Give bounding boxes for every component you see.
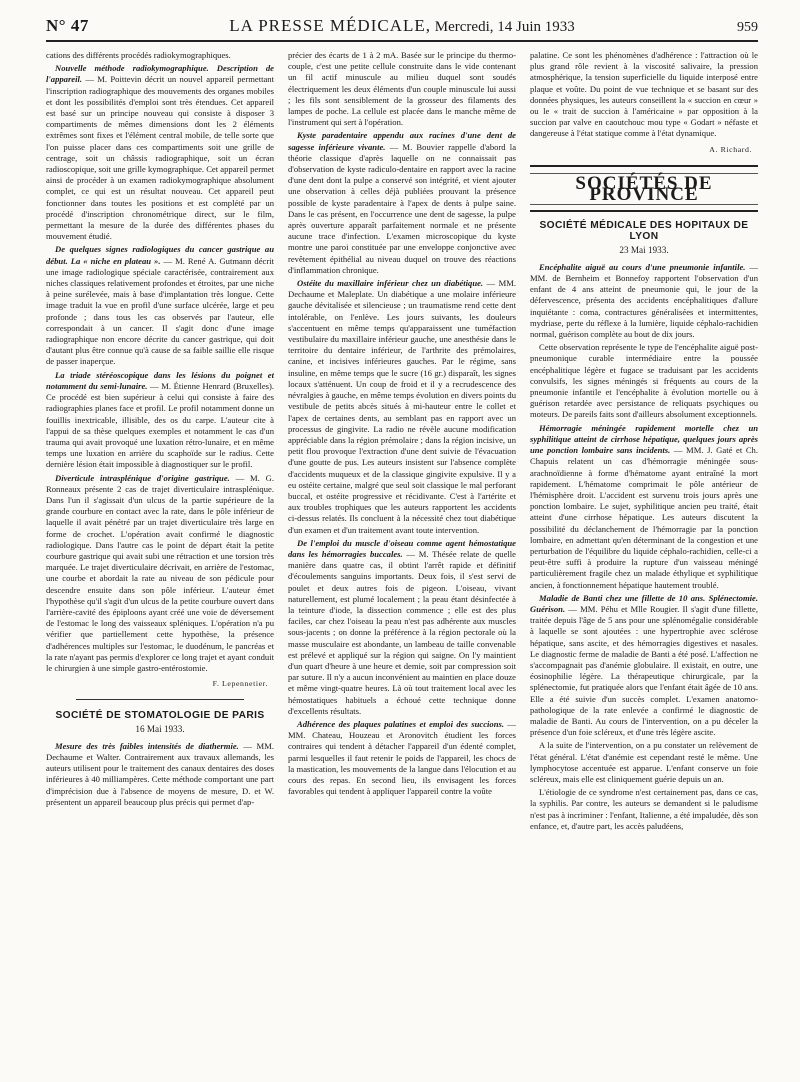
article-plaques-palatines: [288, 719, 516, 797]
article-body: — MM. Chateau, Houzeau et Aronovitch étudient les forces contraires qui tendent à détacher l'appareil d'un édenté complet, parmi lesquelles il faut retenir le poids de l'appareil, les chocs de la mastication, les mouvements de la langue dans l'élocution et au cours des repas. En second lieu, ils envisagent les forces favorables qui tendent à appliquer l'appareil contre la voûte: [288, 718, 516, 797]
article-body: — M. G. Ronneaux présente 2 cas de trajet diverticulaire intrasplénique. Dans l'un il s'agissait d'un ulcus de la partie supérieure de la grande courbure en contact avec la rate, dans le pôle inférieur de laquelle il avait pénétré par un trajet diverticulaire très large en forme de crochet. L'opération avait confirmé le diagnostic radiologique. Dans l'autre cas le point de départ était la petite courbure gastrique qui avait subi une rétraction et une torsion très marquée. Le trajet diverticulaire décrivait, en arrière de l'estomac, une courbe et abordait la rate au niveau de son pédicule pour descendre ensuite dans son pôle inférieur. L'auteur émet l'hypothèse qu'il s'agit d'un ulcus de la petite courbure ouvert dans l'arrière-cavité des épiploons ayant créé une voie de déversement de l'estomac le long des vaisseaux spléniques. L'opération n'a pu vérifier que partiellement cette hypothèse, la présence d'adhérences multiples sur l'estomac, le duodénum, le pancréas et la rate n'ayant pas permis d'explorer ce long trajet et ayant conduit le chirurgien à une simple gastro-entérostomie.: [46, 472, 274, 673]
article-diverticule: [46, 473, 274, 675]
article-body: — MM. Dechaume et Maleplate. Un diabétique a une molaire inférieure gauche dévitalisée et silencieuse ; un traumatisme rend cette dent intolérable, on l'enlève. Les jours suivants, les douleurs s'accentuent en même temps qu'apparaissent une tuméfaction vestibulaire du maxillaire inférieur gauche, une anesthésie dans le territoire du dentaire inférieur, de l'arthrite des prémolaires, canine, et incisives inférieures gauches. Par le régime, sans insuline, en même temps que le sucre (16 gr.) disparaît, les signes locaux s'atténuent. Un coup de froid et il y a recrudescence des névralgies à gauche, en même temps évolution en divers points du vestibule de petits abcès situés à mi-hauteur entre le collet et l'apex de certaines dents, au semblant pas en rapport avec un processus de gingivite. La radio ne révèle aucune modification appréciable dans la région prémolaire ; dans la région incisive, un petit flou provoque l'extraction d'une dent suivie de l'évacuation d'une goutte de pus. Les auteurs insistent sur l'absence complète d'accidents muqueux et de la classique gingivite expulsive. Il y a eu ostéite certaine, malgré que seul soit classique le mal perforant buccal, et ostéite progressive et récidivante. C'est à l'artérite et aux troubles trophiques que les auteurs rapportent les accidents ci-dessus relatés. Ils concluent à la nécessité chez tout diabétique d'un examen et d'un traitement avant toute intervention.: [288, 278, 516, 535]
article-heading: Adhérence des plaques palatines et emploi des succions.: [297, 718, 504, 729]
article-osteite: [288, 278, 516, 536]
author-signature: A. Richard.: [709, 144, 752, 154]
masthead: [46, 16, 758, 42]
article-columns: [46, 50, 758, 1070]
article-body: — MM. Péhu et Mlle Rougier. Il s'agit d'une fillette, traitée depuis l'âge de 5 ans pour une splénomégalie considérable à laquelle se sont ajoutées : une hypertrophie avec sclérose hépatique, sans ascite, et des hémorragies digestives et nasales. Le diagnostic ferme de maladie de Banti a été posé. L'affection ne s'accompagnait pas d'anémie globulaire. Il existait, en outre, une éosinophilie légère. La thérapeutique chirurgicale, par la splénectomie, fut pratiquée alors que l'enfant était âgée de 10 ans. Elle a été suivie d'un succès complet. L'examen anatomo-pathologique de la rate enlevée a confirmé le diagnostic de maladie de Banti. Au cours de l'intervention, on a pu déceler la présence d'un foie scléreux, et d'une très légère ascite.: [530, 603, 758, 738]
author-signature: F. Lepennetier.: [212, 679, 268, 689]
article-heading: De quelques signes radiologiques du cancer gastrique au début. La « niche en plateau ».: [46, 244, 274, 266]
article-hemorragie-meningee: [530, 423, 758, 591]
article-body: — M. Bouvier rappelle d'abord la théorie classique d'après laquelle on ne connaissait pas d'observation de kyste radiculo-dentaire en rapport avec la racine d'une dent dont la pulpe a conservé son intégrité, et vient ajouter une observation à celles déjà publiées prouvant la présence possible de kyste paradentaire à l'apex de dents à pulpe saine. Dans le cas présent, en l'occurrence une dent de sagesse, la pulpe après ouverture apparaît parfaitement normale et ne présente aucune trace d'infection. L'examen microscopique du kyste montre une paroi constituée par une enveloppe conjonctive avec revêtement épithélial au niveau duquel on trouve des réactions d'inflammation chronique.: [288, 141, 516, 275]
masthead-center: [136, 16, 668, 36]
article-triade-stereoscopique: [46, 370, 274, 471]
page-number: 959: [737, 20, 758, 35]
article-body: — M. Thésée relate de quelle manière dans quatre cas, il obtint l'arrêt rapide et définitif d'écoulements sanguins importants. Deux fois, il s'est servi de poulet et deux autres fois de pigeon. L'oiseau, vivant naturellement, est plumé localement ; la peau étant désinfectée à la teinture d'iode, la dissection commence ; elle est des plus faciles, car chez l'oiseau la peau n'est pas adhérente aux muscles sous-jacents ; on donne la préférence à la région pectorale où la masse musculaire est abondante, un lambeau de taille convenable est prélevé et appliqué sur la région qui saigne. On l'y maintient d'un quart d'heure à une heure et demie, soit par compression soit par suture. Il n'y a aucun inconvénient au maintien en place douze et même vingt-quatre heures. Là où tout traitement local avec les hémostatiques habituels a échoué cette technique donne d'excellents résultats.: [288, 548, 516, 716]
article-body: — M. Poittevin décrit un nouvel appareil permettant l'inscription radiographique des mouvements des organes mobiles et dont les possibilités d'emploi sont très étendues. Cet appareil est basé sur un principe nouveau qui consiste à disposer 3 compartiments de mêmes dimensions dont les 2 éléments extrêmes sont fixes et l'élément central mobile, de telle sorte que l'on puisse placer dans ces compartiments soit une grille de centrage, soit un châssis radiographique, soit un écran radioscopique, soit une grille kymographique. Cet appareil permet ainsi de procéder à un examen radiokymographique absolument complet, ce qui est un résultat nouveau. Cet appareil peut fonctionner dans toutes les positions et est complété par un procédé d'inscription chronométrique direct, sur le film, permettant la mesure de la durée des différentes phases du mouvement étudié.: [46, 74, 274, 242]
issue-number: N° 47: [46, 16, 89, 35]
article-body: — M. Étienne Henrard (Bruxelles). Ce procédé est bien supérieur à celui qui consiste à faire des radiographies planes face et profil. Le profil notamment donne un fouillis inextricable, illisible, des os du carpe. L'auteur cite à l'appui de sa thèse quelques exemples et notamment le cas d'un trauma qui avait provoqué une luxation rétro-lunaire, et en même temps une luxation en arrière du scaphoïde sur le radius. Cette dernière lésion était impossible à diagnostiquer sur le profil.: [46, 380, 274, 470]
article-diathermie: [46, 741, 274, 808]
section-title-lyon: SOCIÉTÉ MÉDICALE DES HOPITAUX DE LYON: [539, 220, 749, 243]
column-1: [46, 50, 274, 1070]
article-body: — M. René A. Gutmann décrit une image radiologique spéciale caractérisée, contrairement aux niches classiques relativement profondes et étroites, par une niche à peine surélevée, mais à base d'implantation très longue. Cette image traduit la vue en profil d'une surface ulcérée, large et peu profonde ; dans tous les cas observés par l'auteur, elle correspondait à un cancer. Il s'agit donc d'une image radiographique non encore décrite du cancer gastrique, qui doit d'autant plus être connue qu'à cause de sa faible saillie elle risque de passer inaperçue.: [46, 255, 274, 367]
article-body: — MM. de Bernheim et Bonnefoy rapportent l'observation d'un enfant de 4 ans atteint de pneumonie qui, le jour de la défervescence, présenta des accidents encéphalitiques d'allure inquiétante : coma, contractures généralisées et intermittentes, mydriase, perte du réflexe à la lumière, liquide céphalo-rachidien normal, guérison complète au bout de dix jours.: [530, 261, 758, 340]
col3-intro: palatine. Ce sont les phénomènes d'adhérence : l'attraction où le plus grand rôle revient à la viscosité salivaire, la pression atmosphérique, la tension superficielle du liquide interposé entre plaque et voûte. Du point de vue technique et se basant sur des données physiques, les auteurs conseillent la « succion en cœur » ou le « trait de succion à l'américaine » par opposition à la succion par valve en caoutchouc mou type « Godart » néfaste et dangereuse à l'état statique comme à l'état dynamique.: [530, 50, 758, 139]
col2-intro: précier des écarts de 1 à 2 mA. Basée sur le principe du thermo-couple, c'est une petite cellule construite dans le vide contenant un fil actif minuscule au milieu duquel sont soudés électriquement les deux éléments d'un couple minuscule lui aussi ; les fils sont sensiblement de la grosseur des filaments des lampes de poche. La cellule est placée dans le manche même de l'instrument qui sert à l'opération.: [288, 50, 516, 128]
article-heading: Encéphalite aiguë au cours d'une pneumonie infantile.: [539, 261, 746, 272]
article-banti-etiologie: L'étiologie de ce syndrome n'est certainement pas, dans ce cas, la syphilis. Par contre, les auteurs se demandent si le paludisme n'est pas à incriminer : l'enfant, Italienne, a été impaludée, dès son enfance, et, d'autre part, les accès paludéens,: [530, 787, 758, 831]
article-heading: Mesure des très faibles intensités de diathermie.: [55, 740, 239, 751]
section-date: 16 Mai 1933.: [135, 723, 185, 734]
article-niche-en-plateau: [46, 244, 274, 367]
article-heading: De l'emploi du muscle d'oiseau comme agent hémostatique dans les hémorragies buccales.: [288, 537, 516, 559]
section-title-stomatologie: SOCIÉTÉ DE STOMATOLOGIE DE PARIS: [55, 710, 265, 722]
article-heading: Hémorragie méningée rapidement mortelle chez un syphilitique atteint de cirrhose hépatique, quelques jours après une ponction lombaire sans incidents.: [530, 422, 758, 456]
article-encephalite: [530, 262, 758, 340]
article-muscle-oiseau: [288, 538, 516, 717]
article-body: — MM. J. Gaté et Ch. Chapuis relatent un cas d'hémorragie méningée sous-arachnoïdienne à forme d'hématome ayant entraîné la mort rapidement. L'hématome comprimait le pôle antérieur de l'hémisphère droit. L'accident est survenu trois jours après une ponction lombaire. Le sujet, syphilitique ancien peu traité, était atteint d'une cirrhose hépatique. Les auteurs discutent la possibilité du déclanchement de l'hémorragie par la ponction lombaire, en admettant qu'en déterminant de la congestion et une perturbation de l'équilibre du liquide céphalo-rachidien, celle-ci a peut-être suffi à produire la rupture d'un vaisseau méningé particulièrement fragile chez un malade éthylique et syphilitique ancien, à fonctionnement hépatique hautement troublé.: [530, 445, 758, 590]
article-heading: Maladie de Banti chez une fillette de 10 ans. Splénectomie. Guérison.: [530, 592, 758, 614]
province-title: SOCIÉTÉS DE PROVINCE: [530, 173, 758, 205]
article-heading: Diverticule intrasplénique d'origine gastrique.: [55, 472, 230, 483]
journal-title: LA PRESSE MÉDICALE,: [229, 16, 432, 35]
section-date: 23 Mai 1933.: [619, 244, 669, 255]
article-encephalite-cont: Cette observation représente le type de l'encéphalite aiguë post-pneumonique curable intermédiaire entre la poussée encéphalitique légère et fugace se traduisant par les accidents convulsifs, les signes méningés si fréquents au cours de la pneumonie infantile et l'encéphalite à évolution mortelle ou à guérison retardée avec persistance de reliquats psychiques ou moteurs. De pareils faits sont d'ailleurs absolument exceptionnels.: [530, 342, 758, 420]
province-banner: [530, 165, 758, 212]
article-body: — MM. Dechaume et Walter. Contrairement aux travaux allemands, les auteurs utilisent pour le traitement des canaux dentaires des doses inférieures à 40 milliampères. Cette méthode comportant une part d'imprécision due à l'absence de moyens de mesure, D. et W. présentent un appareil beaucoup plus précis qui permet d'ap-: [46, 740, 274, 807]
article-banti-cont: A la suite de l'intervention, on a pu constater un relèvement de l'état général. L'état d'anémie est cependant resté le même. Une lymphocytose accentuée est apparue. L'enfant conserve un foie scléreux, mais elle est cliniquement guérie depuis un an.: [530, 740, 758, 784]
column-2: [288, 50, 516, 1070]
article-heading: La triade stéréoscopique dans les lésions du poignet et notamment du semi-lunaire.: [46, 369, 274, 391]
article-heading: Nouvelle méthode radiokymographique. Description de l'appareil.: [46, 63, 274, 85]
section-divider: [76, 699, 244, 700]
article-banti: [530, 593, 758, 739]
issue-date: Mercredi, 14 Juin 1933: [434, 19, 575, 35]
article-radiokymographie: [46, 63, 274, 242]
article-heading: Ostéite du maxillaire inférieur chez un diabétique.: [297, 278, 484, 289]
column-3: [530, 50, 758, 1070]
col1-intro: cations des différents procédés radiokymographiques.: [46, 50, 231, 60]
article-kyste-paradentaire: [288, 130, 516, 276]
article-heading: Kyste paradentaire appendu aux racines d'une dent de sagesse inférieure vivante.: [288, 130, 516, 152]
